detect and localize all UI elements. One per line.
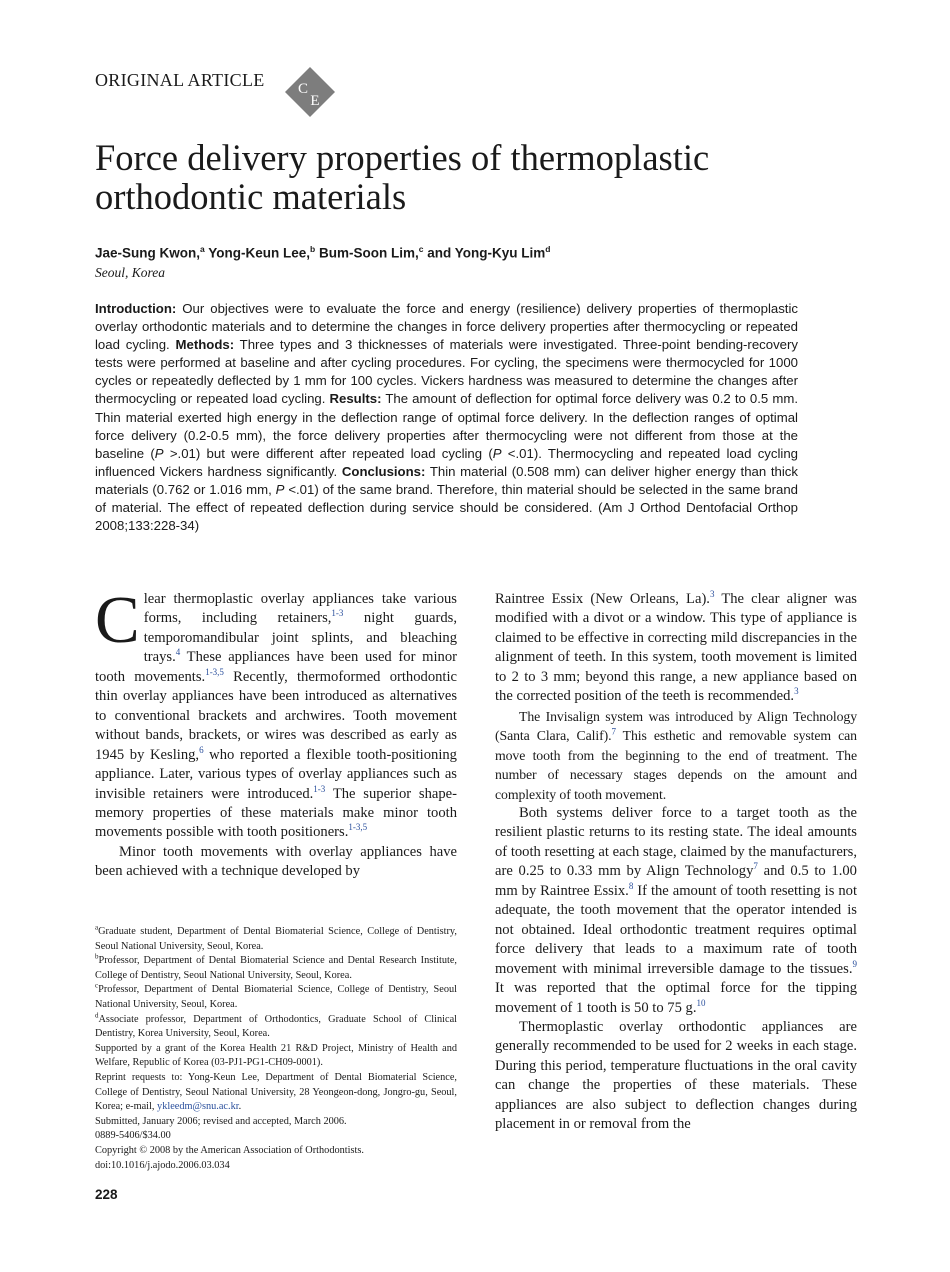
affiliation-mark: b <box>310 244 316 254</box>
reference-link[interactable]: 4 <box>175 647 181 658</box>
funding-note: Supported by a grant of the Korea Health 21 R&D Project, Ministry of Health and Welfare, Republic of Korea (03-PJ1-PG1-CH09-0001). <box>95 1042 457 1069</box>
reference-link[interactable]: 1-3 <box>331 608 344 619</box>
body-paragraph <box>495 590 857 707</box>
abstract-label-methods: Methods: <box>175 337 235 353</box>
body-text: The Invisalign system was introduced by Align Technology (Santa Clara, Calif). <box>495 708 857 744</box>
body-text: night guards, temporomandibular joint splints, and bleaching trays. <box>143 610 457 666</box>
reference-link[interactable]: 7 <box>753 861 758 872</box>
affiliation-footnote <box>95 954 457 983</box>
abstract-text: <.01) of the same brand. Therefore, thin material should be selected in the same brand of material. The effect of repeated deflection during service should be considered. (Am J Orthod Dentofacial Orthop 2008;133:228-34) <box>95 481 798 534</box>
reference-link[interactable]: 6 <box>199 744 204 755</box>
author-name: and Yong-Kyu Lim <box>423 245 546 261</box>
abstract-text: Our objectives were to evaluate the force and energy (resilience) delivery properties of thermoplastic overlay orthodontic materials and to determine the changes in force delivery properties after thermocycling or repeated load cycling. <box>95 301 798 353</box>
submission-dates: Submitted, January 2006; revised and accepted, March 2006. <box>95 1115 347 1127</box>
badge-letter-c: C <box>297 81 309 97</box>
copyright-notice: Copyright © 2008 by the American Association of Orthodontists. <box>95 1144 364 1156</box>
body-text: It was reported that the optimal force for the tipping movement of 1 tooth is 50 to 75 g. <box>495 980 857 1016</box>
email-link[interactable]: ykleedm@snu.ac.kr <box>157 1101 239 1113</box>
reference-link[interactable]: 1-3 <box>313 783 326 794</box>
body-text: This esthetic and removable system can move tooth from the beginning to the end of treatment. The number of necessary stages depends on the amount and complexity of tooth movement. <box>495 728 857 802</box>
continuing-education-badge-icon <box>284 66 336 118</box>
p-value-symbol: P <box>275 481 285 497</box>
body-text: Recently, thermoformed orthodontic thin overlay appliances have been introduced as alternatives to conventional brackets and archwires. Tooth movement without bands, brackets, or wires was described as early as 1945 by Kesling, <box>95 668 457 763</box>
reference-link[interactable]: 3 <box>709 589 715 600</box>
article-footnotes <box>95 925 457 1173</box>
footnote-text: . <box>238 1101 242 1113</box>
abstract-text: Thin material (0.508 mm) can deliver higher energy than thick materials (0.762 or 1.016 mm, <box>95 463 798 497</box>
article-title <box>95 138 855 216</box>
reference-link[interactable]: 9 <box>852 958 857 969</box>
affiliation-mark: d <box>545 244 551 254</box>
author-list <box>95 244 550 261</box>
body-text: The superior shape-memory properties of these materials make minor tooth movements possible with tooth positioners. <box>95 785 458 841</box>
affiliation-footnote <box>95 925 457 954</box>
footnote-text: Professor, Department of Dental Biomaterial Science and Dental Research Institute, College of Dentistry, Seoul National University, Seoul, Korea. <box>95 955 457 981</box>
reference-link[interactable]: 10 <box>696 997 706 1008</box>
body-text: If the amount of tooth resetting is not adequate, the tooth movement that the operator intended is not obtained. Ideal orthodontic treatment requires optimal force delivery that leads to a maximum rate of tooth movement with minimal irreversible damage to the tissues. <box>495 882 857 977</box>
affiliation-mark: a <box>200 244 205 254</box>
footnote-mark: b <box>95 952 99 961</box>
body-paragraph: Thermoplastic overlay orthodontic appliances are generally recommended to be used for 2 weeks in each stage. During this period, temperature fluctuations in the oral cavity can change the properties of these materials. These appliances are also subject to deflection changes during placement in or removal from the <box>495 1018 857 1133</box>
footnote-mark: c <box>95 981 99 990</box>
body-paragraph <box>495 707 857 804</box>
footnote-text: Professor, Department of Dental Biomaterial Science, College of Dentistry, Seoul National University, Seoul, Korea. <box>95 984 457 1010</box>
body-text: These appliances have been used for minor tooth movements. <box>95 649 457 685</box>
drop-cap: C <box>95 583 140 657</box>
body-text: The clear aligner was modified with a divot or a window. This type of appliance is claimed to be effective in correcting mild discrepancies in the alignment of teeth. In this system, tooth movement is limited to 2 to 3 mm; beyond this range, a new appliance based on the corrected position of the teeth is recommended. <box>495 591 857 705</box>
author-name: Bum-Soon Lim, <box>315 245 419 261</box>
reference-link[interactable]: 1-3,5 <box>348 822 368 833</box>
footnote-mark: d <box>95 1011 99 1020</box>
body-column-left <box>95 583 458 882</box>
abstract-label-conclusions: Conclusions: <box>341 463 426 479</box>
author-name: Jae-Sung Kwon, <box>95 245 201 261</box>
body-paragraph <box>95 583 458 843</box>
reference-link[interactable]: 3 <box>794 686 799 697</box>
reference-link[interactable]: 1-3,5 <box>205 666 224 677</box>
reference-link[interactable]: 8 <box>628 880 634 891</box>
page-number: 228 <box>95 1187 118 1202</box>
affiliation-mark: c <box>418 244 424 254</box>
body-text: and 0.5 to 1.00 mm by Raintree Essix. <box>495 863 857 899</box>
abstract <box>95 300 798 535</box>
abstract-text: Three types and 3 thicknesses of materials were investigated. Three-point bending-recovery tests were performed at baseline and after cycling procedures. For cycling, the specimens were thermocycled for 1000 cycles or repeatedly deflected by 1 mm for 100 cycles. Vickers hardness was measured to determine the changes after thermocycling or repeated load cycling. <box>95 337 798 407</box>
footnote-text: Graduate student, Department of Dental Biomaterial Science, College of Dentistry, Seoul National University, Seoul, Korea. <box>95 926 457 952</box>
title-line: Force delivery properties of thermoplastic <box>95 137 710 178</box>
body-paragraph <box>495 804 857 1018</box>
body-column-right <box>495 590 857 1135</box>
reference-link[interactable]: 7 <box>611 726 616 737</box>
badge-letter-e: E <box>310 93 320 109</box>
abstract-text: The amount of deflection for optimal force delivery was 0.2 to 0.5 mm. Thin material exerted high energy in the deflection range of optimal force delivery. In the deflection ranges of optimal force delivery (0.2-0.5 mm), the force delivery properties after thermocycling were not different from those at the baseline ( <box>95 391 798 461</box>
affiliation-footnote <box>95 1013 457 1042</box>
p-value-symbol: P <box>154 445 164 461</box>
doi: doi:10.1016/j.ajodo.2006.03.034 <box>95 1159 230 1171</box>
footnote-text: Reprint requests to: Yong-Keun Lee, Department of Dental Biomaterial Science, College of Dentistry, Seoul National University, 28 Yeongeon-dong, Jongro-gu, Seoul, Korea; e-mail, <box>95 1071 457 1113</box>
author-name: Yong-Keun Lee, <box>204 245 311 261</box>
title-line: orthodontic materials <box>95 176 407 217</box>
footnote-mark: a <box>95 923 99 932</box>
body-text: Both systems deliver force to a target tooth as the resilient plastic returns to its resting state. The ideal amounts of tooth resetting at each stage, claimed by the manufacturers, are 0.25 to 0.33 mm by Align Technology <box>495 804 857 880</box>
body-text: lear thermoplastic overlay appliances take various forms, including retainers, <box>143 591 457 627</box>
p-value-symbol: P <box>492 445 502 461</box>
abstract-text: <.01). Thermocycling and repeated load cycling influenced Vickers hardness significantly. <box>95 445 798 479</box>
footnote-text: Associate professor, Department of Orthodontics, Graduate School of Clinical Dentistry, Korea University, Seoul, Korea. <box>95 1013 457 1040</box>
issn: 0889-5406/$34.00 <box>95 1130 171 1142</box>
affiliation-footnote <box>95 983 457 1012</box>
abstract-text: >.01) but were different after repeated load cycling ( <box>163 445 493 461</box>
author-location: Seoul, Korea <box>95 265 165 280</box>
body-text: Raintree Essix (New Orleans, La). <box>495 591 710 607</box>
reprint-note <box>95 1071 457 1115</box>
abstract-label-introduction: Introduction: <box>95 301 177 316</box>
abstract-label-results: Results: <box>329 391 382 407</box>
article-type-label: ORIGINAL ARTICLE <box>95 70 265 90</box>
body-text: who reported a flexible tooth-positioning appliance. Later, various types of overlay appliances such as invisible retainers were introduced. <box>95 746 457 802</box>
body-paragraph: Minor tooth movements with overlay appliances have been achieved with a technique developed by <box>95 843 457 880</box>
